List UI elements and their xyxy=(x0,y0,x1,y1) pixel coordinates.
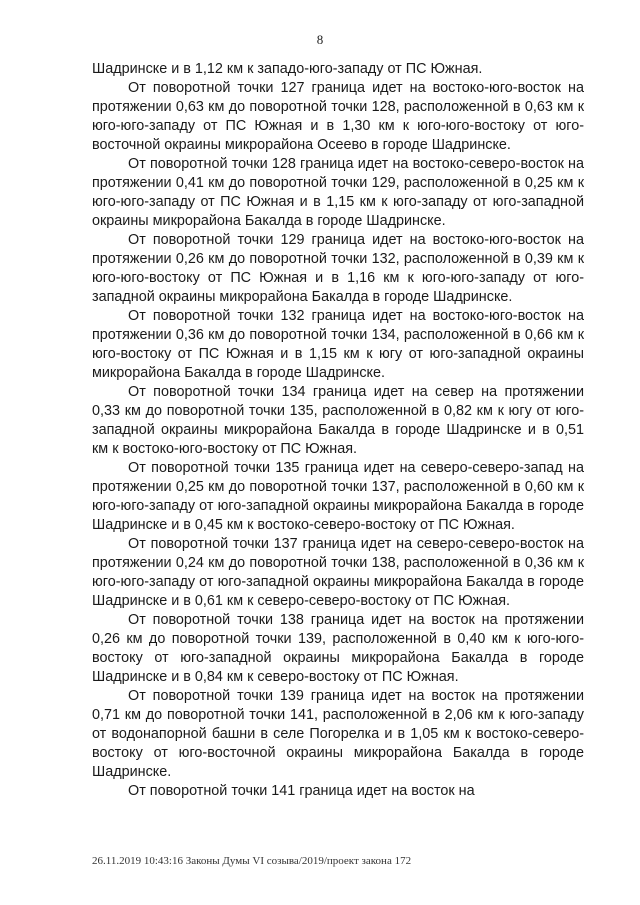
paragraph: От поворотной точки 134 граница идет на север на протяжении 0,33 км до поворотной точки 135, расположенной в 0,82 км к югу от юго-западной окраины микрорайона Бакалда в городе Шадринске и в 0,51 км к востоко-юго-востоку от ПС Южная. xyxy=(92,384,584,457)
paragraph: От поворотной точки 129 граница идет на востоко-юго-восток на протяжении 0,26 км до поворотной точки 132, расположенной в 0,39 км к юго-юго-востоку от ПС Южная и в 1,16 км к юго-юго-западу от юго-западной окраины микрорайона Бакалда в городе Шадринске. xyxy=(92,232,584,305)
paragraph: От поворотной точки 137 граница идет на северо-северо-восток на протяжении 0,24 км до поворотной точки 138, расположенной в 0,36 км к юго-юго-западу от юго-западной окраины микрорайона Бакалда в городе Шадринске и в 0,61 км к северо-северо-востоку от ПС Южная. xyxy=(92,536,584,609)
footer-stamp: 26.11.2019 10:43:16 Законы Думы VI созыва/2019/проект закона 172 xyxy=(92,855,412,867)
document-body xyxy=(92,60,584,801)
paragraph: Шадринске и в 1,12 км к западо-юго-западу от ПС Южная. xyxy=(92,61,483,77)
paragraph: От поворотной точки 132 граница идет на востоко-юго-восток на протяжении 0,36 км до поворотной точки 134, расположенной в 0,66 км к юго-востоку от ПС Южная и в 1,15 км к югу от юго-западной окраины микрорайона Бакалда в городе Шадринске. xyxy=(92,308,584,381)
paragraph: От поворотной точки 135 граница идет на северо-северо-запад на протяжении 0,25 км до поворотной точки 137, расположенной в 0,60 км к юго-юго-западу от юго-западной окраины микрорайона Бакалда в городе Шадринске и в 0,45 км к востоко-северо-востоку от ПС Южная. xyxy=(92,460,584,533)
paragraph: От поворотной точки 141 граница идет на восток на xyxy=(128,783,475,799)
paragraph: От поворотной точки 128 граница идет на востоко-северо-восток на протяжении 0,41 км до поворотной точки 129, расположенной в 0,25 км к юго-юго-западу от ПС Южная и в 1,15 км к юго-западу от юго-западной окраины микрорайона Бакалда в городе Шадринске. xyxy=(92,156,584,229)
page-number: 8 xyxy=(316,32,324,47)
paragraph: От поворотной точки 138 граница идет на восток на протяжении 0,26 км до поворотной точки 139, расположенной в 0,40 км к юго-юго-востоку от юго-западной окраины микрорайона Бакалда в городе Шадринске и в 0,84 км к северо-востоку от ПС Южная. xyxy=(92,612,584,685)
paragraph: От поворотной точки 127 граница идет на востоко-юго-восток на протяжении 0,63 км до поворотной точки 128, расположенной в 0,63 км к юго-юго-западу от ПС Южная и в 1,30 км к юго-юго-востоку от юго-восточной окраины микрорайона Осеево в городе Шадринске. xyxy=(92,80,584,153)
paragraph: От поворотной точки 139 граница идет на восток на протяжении 0,71 км до поворотной точки 141, расположенной в 2,06 км к юго-западу от водонапорной башни в селе Погорелка и в 1,05 км к востоко-северо-востоку от юго-восточной окраины микрорайона Бакалда в городе Шадринске. xyxy=(92,688,584,780)
